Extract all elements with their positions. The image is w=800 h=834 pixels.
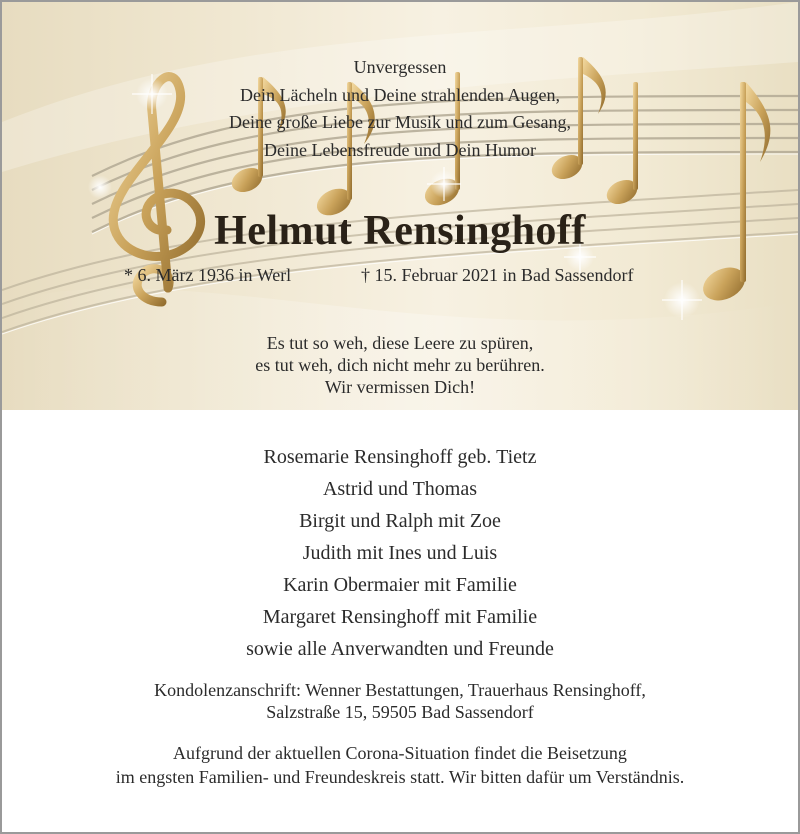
deceased-name: Helmut Rensinghoff [214, 208, 586, 254]
mourner-entry: Margaret Rensinghoff mit Familie [262, 606, 538, 628]
condolence-line: Salzstraße 15, 59505 Bad Sassendorf [266, 702, 534, 722]
condolence-address [2, 679, 798, 723]
notice-line: Aufgrund der aktuellen Corona-Situation findet die Beisetzung [173, 743, 627, 763]
notice-line: im engsten Familien- und Freundeskreis statt. Wir bitten dafür um Verständnis. [115, 767, 685, 787]
verse-line: Dein Lächeln und Deine strahlenden Augen, [240, 84, 560, 105]
verse-line: Wir vermissen Dich! [324, 377, 476, 397]
music-banner [2, 2, 798, 410]
verse-line: Unvergessen [353, 57, 447, 77]
mourner-entry: Rosemarie Rensinghoff geb. Tietz [263, 446, 537, 468]
verse-line: es tut weh, dich nicht mehr zu berühren. [255, 355, 545, 375]
condolence-line: Kondolenzanschrift: Wenner Bestattungen, Trauerhaus Rensinghoff, [154, 680, 646, 700]
mourner-entry: Judith mit Ines und Luis [302, 542, 498, 564]
birth-date: * 6. März 1936 in Werl [124, 265, 292, 285]
mourner-entry: Astrid und Thomas [322, 478, 478, 500]
verse-bottom [2, 332, 798, 398]
mourners-list [2, 441, 798, 665]
verse-top [2, 54, 798, 164]
mourner-entry: sowie alle Anverwandten und Freunde [246, 638, 554, 660]
verse-line: Deine Lebensfreude und Dein Humor [264, 139, 536, 160]
verse-line: Deine große Liebe zur Musik und zum Gesang, [229, 112, 571, 132]
funeral-notice [2, 741, 798, 789]
verse-line: Es tut so weh, diese Leere zu spüren, [266, 333, 534, 353]
mourner-entry: Birgit und Ralph mit Zoe [299, 510, 501, 532]
death-date: † 15. Februar 2021 in Bad Sassendorf [361, 265, 634, 285]
mourner-entry: Karin Obermaier mit Familie [283, 574, 517, 596]
